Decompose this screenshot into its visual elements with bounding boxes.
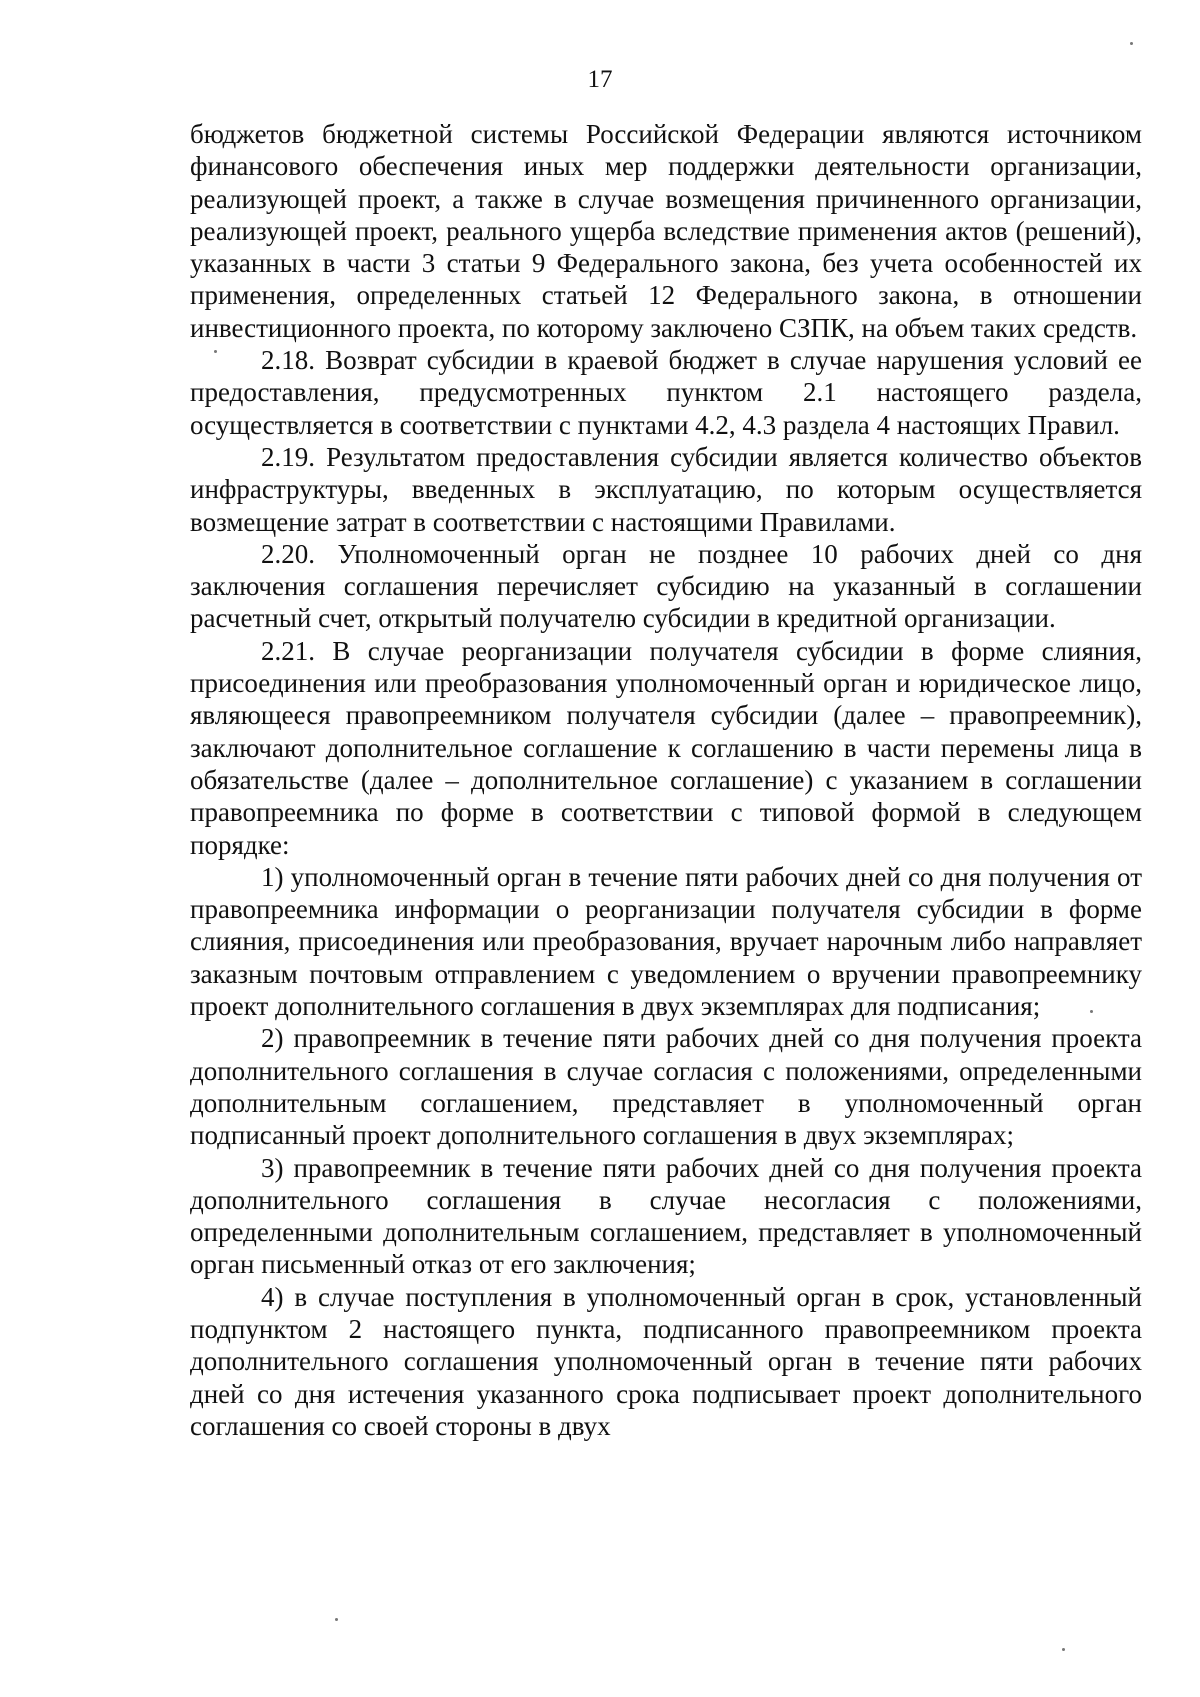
paragraph-2-20: 2.20. Уполномоченный орган не позднее 10 рабочих дней со дня заключения соглашения перечисляет субсидию на указанный в соглашении расчетный счет, открытый получателю субсидии в кредитной организации.	[190, 538, 1142, 634]
paragraph-2-21: 2.21. В случае реорганизации получателя субсидии в форме слияния, присоединения или преобразования уполномоченный орган и юридическое лицо, являющееся правопреемником получателя субсидии (далее – правопреемник), заключают дополнительное соглашение к соглашению в части перемены лица в обязательстве (далее – дополнительное соглашение) с указанием в соглашении правопреемника по форме в соответствии с типовой формой в следующем порядке:	[190, 635, 1142, 860]
scan-speck	[1130, 42, 1133, 45]
scan-speck	[335, 1618, 338, 1621]
scan-speck	[214, 350, 217, 353]
list-item-2: 2) правопреемник в течение пяти рабочих дней со дня получения проекта дополнительного соглашения в случае согласия с положениями, определенными дополнительным соглашением, представляет в уполномоченный орган подписанный проект дополнительного соглашения в двух экземплярах;	[190, 1023, 1142, 1151]
paragraph-2-19: 2.19. Результатом предоставления субсидии является количество объектов инфраструктуры, введенных в эксплуатацию, по которым осуществляется возмещение затрат в соответствии с настоящими Правилами.	[190, 441, 1142, 537]
scan-speck	[1090, 1010, 1093, 1013]
paragraph-continuation: бюджетов бюджетной системы Российской Федерации являются источником финансового обеспечения иных мер поддержки деятельности организации, реализующей проект, а также в случае возмещения причиненного организации, реализующей проект, реального ущерба вследствие применения актов (решений), указанных в части 3 статьи 9 Федерального закона, без учета особенностей их применения, определенных статьей 12 Федерального закона, в отношении инвестиционного проекта, по которому заключено СЗПК, на объем таких средств.	[190, 119, 1142, 343]
page-number: 17	[587, 66, 613, 93]
paragraph-2-18: 2.18. Возврат субсидии в краевой бюджет в случае нарушения условий ее предоставления, предусмотренных пунктом 2.1 настоящего раздела, осуществляется в соответствии с пунктами 4.2, 4.3 раздела 4 настоящих Правил.	[190, 345, 1142, 440]
list-item-1: 1) уполномоченный орган в течение пяти рабочих дней со дня получения от правопреемника информации о реорганизации получателя субсидии в форме слияния, присоединения или преобразования, вручает нарочным либо направляет заказным почтовым отправлением с уведомлением о вручении правопреемнику проект дополнительного соглашения в двух экземплярах для подписания;	[190, 861, 1142, 1022]
document-body	[190, 118, 1142, 1442]
list-item-4: 4) в случае поступления в уполномоченный орган в срок, установленный подпунктом 2 настоящего пункта, подписанного правопреемником проекта дополнительного соглашения уполномоченный орган в течение пяти рабочих дней со дня истечения указанного срока подписывает проект дополнительного соглашения со своей стороны в двух	[190, 1281, 1142, 1441]
scan-speck	[1062, 1648, 1065, 1651]
list-item-3: 3) правопреемник в течение пяти рабочих дней со дня получения проекта дополнительного соглашения в случае несогласия с положениями, определенными дополнительным соглашением, представляет в уполномоченный орган письменный отказ от его заключения;	[190, 1152, 1142, 1280]
